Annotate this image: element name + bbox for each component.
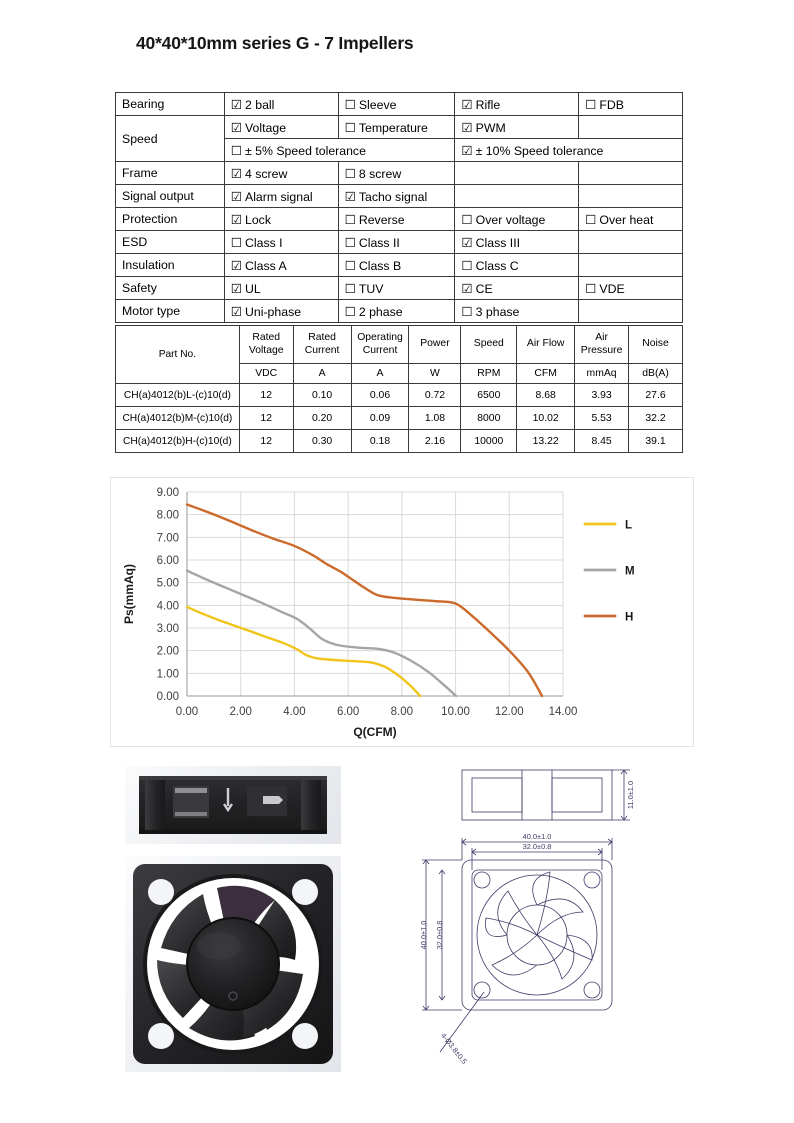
mounting-hole bbox=[292, 1023, 318, 1049]
x-axis-tick-label: 14.00 bbox=[548, 706, 578, 718]
spec-row-label: Safety bbox=[116, 277, 225, 300]
table-row bbox=[116, 277, 683, 300]
y-axis-tick-label: 5.00 bbox=[156, 577, 179, 590]
cell-power: 0.72 bbox=[409, 384, 461, 407]
specification-table bbox=[115, 92, 683, 323]
mounting-hole bbox=[292, 879, 318, 905]
spec-option-label: CE bbox=[475, 281, 493, 296]
dim-label-width-outer: 40.0±1.0 bbox=[522, 832, 552, 841]
performance-curve-chart bbox=[110, 477, 694, 747]
rotation-arrow-icon bbox=[263, 796, 283, 804]
spec-empty-cell bbox=[579, 231, 683, 254]
spec-option-label: Rifle bbox=[475, 97, 501, 112]
column-header-air-pressure bbox=[575, 326, 629, 364]
header-line-1: Rated bbox=[252, 332, 281, 344]
column-header-part-no: Part No. bbox=[116, 326, 240, 384]
spec-option-label: Lock bbox=[245, 212, 271, 227]
legend-label-M: M bbox=[625, 565, 635, 578]
y-axis-tick-label: 1.00 bbox=[156, 668, 179, 681]
checkbox-unchecked-icon[interactable]: ☐ bbox=[585, 212, 597, 227]
spec-option-label: Class III bbox=[475, 235, 521, 250]
spec-option-cell[interactable] bbox=[338, 185, 455, 208]
dim-label-height-inner: 32.0±0.8 bbox=[435, 920, 444, 950]
checkbox-checked-icon[interactable]: ☑ bbox=[230, 120, 242, 135]
y-axis-tick-label: 7.00 bbox=[156, 532, 179, 545]
column-header-rated-current bbox=[293, 326, 351, 364]
checkbox-checked-icon[interactable]: ☑ bbox=[230, 258, 242, 273]
spec-option-label: Uni-phase bbox=[245, 304, 302, 319]
cell-rated-voltage: 12 bbox=[239, 430, 293, 453]
blade-outline bbox=[537, 899, 583, 935]
dim-label-height-outer: 40.0±1.0 bbox=[419, 920, 428, 950]
side-view-pocket-left bbox=[472, 778, 522, 812]
blade-outline bbox=[498, 891, 537, 935]
blade-outline bbox=[485, 918, 537, 937]
checkbox-unchecked-icon[interactable]: ☐ bbox=[461, 258, 473, 273]
checkbox-unchecked-icon[interactable]: ☐ bbox=[344, 166, 356, 181]
housing-bottom-edge bbox=[139, 829, 327, 834]
column-header-air-flow: Air Flow bbox=[517, 326, 575, 364]
spec-empty-cell bbox=[579, 254, 683, 277]
spec-row-label: Speed bbox=[116, 116, 225, 162]
x-axis-tick-label: 6.00 bbox=[336, 706, 360, 718]
checkbox-unchecked-icon[interactable]: ☐ bbox=[344, 120, 356, 135]
cell-speed: 10000 bbox=[461, 430, 517, 453]
spec-row-label: Bearing bbox=[116, 93, 225, 116]
cell-operating-current: 0.18 bbox=[351, 430, 409, 453]
spec-option-cell[interactable] bbox=[579, 208, 683, 231]
mounting-hole bbox=[148, 1023, 174, 1049]
cell-noise: 27.6 bbox=[629, 384, 683, 407]
checkbox-unchecked-icon[interactable]: ☐ bbox=[585, 97, 597, 112]
y-axis-tick-label: 4.00 bbox=[156, 600, 179, 613]
y-axis-tick-label: 3.00 bbox=[156, 623, 179, 635]
spec-row-label: Insulation bbox=[116, 254, 225, 277]
drawing-mounting-hole bbox=[584, 982, 600, 998]
spec-option-cell[interactable] bbox=[455, 116, 579, 139]
y-axis-tick-label: 8.00 bbox=[156, 509, 179, 522]
drawing-blades bbox=[485, 872, 592, 979]
unit-power: W bbox=[409, 364, 461, 384]
fan-front-view-photo bbox=[125, 856, 341, 1072]
y-axis-tick-label: 6.00 bbox=[156, 555, 179, 567]
spec-option-cell[interactable] bbox=[224, 185, 338, 208]
spec-option-cell[interactable] bbox=[455, 139, 683, 162]
hole-callout-label: 4-Ø3.8±0.5 bbox=[439, 1031, 469, 1066]
header-line-2: Current bbox=[362, 344, 398, 356]
label-highlight bbox=[175, 788, 207, 793]
blade-outline bbox=[537, 935, 574, 979]
chart-svg bbox=[111, 478, 695, 746]
table-header-row bbox=[116, 326, 683, 364]
header-line-2: Pressure bbox=[580, 344, 623, 356]
spec-option-label: 2 ball bbox=[245, 97, 275, 112]
x-axis-tick-label: 10.00 bbox=[441, 706, 470, 718]
cell-power: 2.16 bbox=[409, 430, 461, 453]
corner-post-right bbox=[301, 780, 321, 830]
x-axis-tick-label: 0.00 bbox=[175, 706, 199, 718]
spec-row-label: Frame bbox=[116, 162, 225, 185]
fan-side-view-photo bbox=[125, 766, 341, 844]
cell-part-no: CH(a)4012(b)L-(c)10(d) bbox=[116, 384, 240, 407]
spec-option-cell[interactable] bbox=[224, 254, 338, 277]
checkbox-checked-icon[interactable]: ☑ bbox=[461, 97, 473, 112]
spec-option-cell[interactable] bbox=[579, 93, 683, 116]
spec-option-cell[interactable] bbox=[455, 300, 579, 323]
cell-power: 1.08 bbox=[409, 407, 461, 430]
cell-air-flow: 13.22 bbox=[517, 430, 575, 453]
checkbox-unchecked-icon[interactable]: ☐ bbox=[344, 97, 356, 112]
legend-label-H: H bbox=[625, 611, 634, 624]
table-row bbox=[116, 254, 683, 277]
spec-option-label: Class B bbox=[358, 258, 402, 273]
column-header-rated-voltage bbox=[239, 326, 293, 364]
spec-option-cell[interactable] bbox=[224, 300, 338, 323]
spec-option-cell[interactable] bbox=[338, 93, 455, 116]
checkbox-checked-icon[interactable]: ☑ bbox=[230, 212, 242, 227]
spec-empty-cell bbox=[579, 300, 683, 323]
checkbox-unchecked-icon[interactable]: ☐ bbox=[230, 143, 242, 158]
spec-option-label: Over heat bbox=[599, 212, 654, 227]
fan-front-view-svg bbox=[125, 856, 341, 1072]
table-row bbox=[116, 430, 683, 453]
table-row bbox=[116, 208, 683, 231]
side-view-pocket-right bbox=[552, 778, 602, 812]
cell-air-flow: 8.68 bbox=[517, 384, 575, 407]
spec-empty-cell bbox=[579, 116, 683, 139]
unit-rated-voltage: VDC bbox=[239, 364, 293, 384]
header-line-2: Current bbox=[304, 344, 340, 356]
spec-option-cell[interactable] bbox=[455, 277, 579, 300]
checkbox-unchecked-icon[interactable]: ☐ bbox=[344, 281, 356, 296]
fan-housing bbox=[139, 776, 327, 834]
x-axis-tick-label: 12.00 bbox=[494, 706, 524, 718]
drawing-mounting-hole bbox=[474, 872, 490, 888]
cell-rated-current: 0.30 bbox=[293, 430, 351, 453]
cell-air-flow: 10.02 bbox=[517, 407, 575, 430]
header-line-1: Rated bbox=[308, 332, 336, 344]
page-title: 40*40*10mm series G - 7 Impellers bbox=[136, 33, 414, 53]
side-view-outline bbox=[462, 770, 612, 820]
spec-row-label: Protection bbox=[116, 208, 225, 231]
spec-option-cell[interactable] bbox=[455, 93, 579, 116]
technical-drawing-svg bbox=[400, 760, 690, 1090]
cell-noise: 39.1 bbox=[629, 430, 683, 453]
spec-option-label: FDB bbox=[599, 97, 624, 112]
y-axis-title: Ps(mmAq) bbox=[122, 563, 136, 625]
column-header-noise: Noise bbox=[629, 326, 683, 364]
cell-rated-voltage: 12 bbox=[239, 384, 293, 407]
cell-air-pressure: 3.93 bbox=[575, 384, 629, 407]
spec-row-label: Motor type bbox=[116, 300, 225, 323]
cell-rated-voltage: 12 bbox=[239, 407, 293, 430]
spec-option-label: 3 phase bbox=[475, 304, 520, 319]
performance-table bbox=[115, 325, 683, 453]
column-header-speed: Speed bbox=[461, 326, 517, 364]
technical-drawing bbox=[400, 760, 690, 1090]
cell-speed: 6500 bbox=[461, 384, 517, 407]
spec-option-cell[interactable] bbox=[224, 208, 338, 231]
unit-noise: dB(A) bbox=[629, 364, 683, 384]
spec-option-cell[interactable] bbox=[338, 162, 455, 185]
cell-part-no: CH(a)4012(b)H-(c)10(d) bbox=[116, 430, 240, 453]
spec-option-label: VDE bbox=[599, 281, 625, 296]
cell-air-pressure: 5.53 bbox=[575, 407, 629, 430]
spec-option-label: PWM bbox=[475, 120, 506, 135]
checkbox-checked-icon[interactable]: ☑ bbox=[230, 166, 242, 181]
header-line-1: Air bbox=[595, 332, 608, 344]
unit-operating-current: A bbox=[351, 364, 409, 384]
checkbox-unchecked-icon[interactable]: ☐ bbox=[230, 235, 242, 250]
corner-post-left bbox=[145, 780, 165, 830]
spec-option-label: Class II bbox=[358, 235, 400, 250]
cell-air-pressure: 8.45 bbox=[575, 430, 629, 453]
fan-side-view-svg bbox=[125, 766, 341, 844]
y-axis-tick-label: 9.00 bbox=[156, 487, 179, 499]
checkbox-unchecked-icon[interactable]: ☐ bbox=[344, 212, 356, 227]
table-row bbox=[116, 162, 683, 185]
table-row bbox=[116, 384, 683, 407]
hub-highlight bbox=[197, 932, 241, 960]
column-header-power: Power bbox=[409, 326, 461, 364]
spec-option-cell[interactable] bbox=[338, 254, 455, 277]
x-axis-title: Q(CFM) bbox=[353, 725, 397, 739]
spec-option-label: Voltage bbox=[245, 120, 287, 135]
spec-option-label: Tacho signal bbox=[358, 189, 428, 204]
checkbox-unchecked-icon[interactable]: ☐ bbox=[344, 235, 356, 250]
spec-option-label: UL bbox=[245, 281, 261, 296]
spec-option-cell[interactable] bbox=[455, 231, 579, 254]
cell-operating-current: 0.06 bbox=[351, 384, 409, 407]
spec-option-cell[interactable] bbox=[579, 277, 683, 300]
table-row bbox=[116, 231, 683, 254]
spec-option-cell[interactable] bbox=[338, 116, 455, 139]
checkbox-checked-icon[interactable]: ☑ bbox=[461, 143, 473, 158]
table-row bbox=[116, 116, 683, 139]
spec-option-label: 2 phase bbox=[358, 304, 403, 319]
dim-label-width-inner: 32.0±0.8 bbox=[522, 842, 552, 851]
mounting-hole bbox=[148, 879, 174, 905]
checkbox-checked-icon[interactable]: ☑ bbox=[230, 97, 242, 112]
spec-option-cell[interactable] bbox=[224, 277, 338, 300]
checkbox-unchecked-icon[interactable]: ☐ bbox=[461, 304, 473, 319]
y-axis-tick-label: 2.00 bbox=[156, 645, 179, 658]
spec-option-cell[interactable] bbox=[338, 300, 455, 323]
checkbox-checked-icon[interactable]: ☑ bbox=[344, 189, 356, 204]
header-line-2: Voltage bbox=[248, 344, 284, 356]
spec-option-cell[interactable] bbox=[338, 277, 455, 300]
checkbox-checked-icon[interactable]: ☑ bbox=[230, 304, 242, 319]
spec-option-label: TUV bbox=[358, 281, 384, 296]
checkbox-unchecked-icon[interactable]: ☐ bbox=[461, 212, 473, 227]
table-row bbox=[116, 185, 683, 208]
checkbox-unchecked-icon[interactable]: ☐ bbox=[585, 281, 597, 296]
spec-option-cell[interactable] bbox=[224, 116, 338, 139]
checkbox-checked-icon[interactable]: ☑ bbox=[230, 281, 242, 296]
cell-operating-current: 0.09 bbox=[351, 407, 409, 430]
cell-noise: 32.2 bbox=[629, 407, 683, 430]
spec-option-cell[interactable] bbox=[224, 231, 338, 254]
spec-option-label: Over voltage bbox=[475, 212, 546, 227]
spec-option-label: 8 screw bbox=[358, 166, 402, 181]
x-axis-tick-label: 8.00 bbox=[390, 706, 414, 718]
cell-rated-current: 0.10 bbox=[293, 384, 351, 407]
spec-option-label: 4 screw bbox=[245, 166, 288, 181]
cell-speed: 8000 bbox=[461, 407, 517, 430]
checkbox-unchecked-icon[interactable]: ☐ bbox=[344, 258, 356, 273]
spec-empty-cell bbox=[455, 185, 579, 208]
spec-option-label: ± 5% Speed tolerance bbox=[245, 143, 366, 158]
checkbox-checked-icon[interactable]: ☑ bbox=[461, 120, 473, 135]
label-highlight-lower bbox=[175, 812, 207, 816]
header-line-1: Operating bbox=[357, 332, 403, 344]
spec-option-cell[interactable] bbox=[224, 162, 338, 185]
spec-option-cell[interactable] bbox=[455, 254, 579, 277]
checkbox-checked-icon[interactable]: ☑ bbox=[461, 281, 473, 296]
spec-empty-cell bbox=[579, 162, 683, 185]
unit-air-pressure: mmAq bbox=[575, 364, 629, 384]
dim-label-thickness: 11.0±1.0 bbox=[626, 780, 635, 810]
spec-option-cell[interactable] bbox=[338, 231, 455, 254]
checkbox-unchecked-icon[interactable]: ☐ bbox=[344, 304, 356, 319]
spec-row-label: ESD bbox=[116, 231, 225, 254]
spec-empty-cell bbox=[579, 185, 683, 208]
spec-option-cell[interactable] bbox=[338, 208, 455, 231]
housing-top-edge bbox=[139, 776, 327, 780]
table-row bbox=[116, 407, 683, 430]
spec-option-label: Class A bbox=[245, 258, 287, 273]
spec-option-label: Temperature bbox=[358, 120, 428, 135]
drawing-mounting-hole bbox=[584, 872, 600, 888]
spec-option-label: Alarm signal bbox=[245, 189, 313, 204]
unit-rated-current: A bbox=[293, 364, 351, 384]
legend-label-L: L bbox=[625, 519, 633, 532]
cell-rated-current: 0.20 bbox=[293, 407, 351, 430]
checkbox-checked-icon[interactable]: ☑ bbox=[230, 189, 242, 204]
checkbox-checked-icon[interactable]: ☑ bbox=[461, 235, 473, 250]
unit-air-flow: CFM bbox=[517, 364, 575, 384]
spec-row-label: Signal output bbox=[116, 185, 225, 208]
spec-option-cell[interactable] bbox=[455, 208, 579, 231]
spec-option-label: Reverse bbox=[358, 212, 405, 227]
cell-part-no: CH(a)4012(b)M-(c)10(d) bbox=[116, 407, 240, 430]
spec-option-label: Class C bbox=[475, 258, 519, 273]
unit-speed: RPM bbox=[461, 364, 517, 384]
spec-empty-cell bbox=[455, 162, 579, 185]
table-row bbox=[116, 300, 683, 323]
x-axis-tick-label: 4.00 bbox=[283, 706, 306, 718]
spec-option-label: Class I bbox=[245, 235, 283, 250]
spec-option-label: Sleeve bbox=[358, 97, 397, 112]
drawing-mounting-hole bbox=[474, 982, 490, 998]
column-header-operating-current bbox=[351, 326, 409, 364]
y-axis-tick-label: 0.00 bbox=[156, 691, 179, 703]
x-axis-tick-label: 2.00 bbox=[229, 706, 252, 718]
spec-option-cell[interactable] bbox=[224, 93, 338, 116]
spec-option-cell[interactable] bbox=[224, 139, 455, 162]
table-row bbox=[116, 93, 683, 116]
spec-option-label: ± 10% Speed tolerance bbox=[475, 143, 604, 158]
